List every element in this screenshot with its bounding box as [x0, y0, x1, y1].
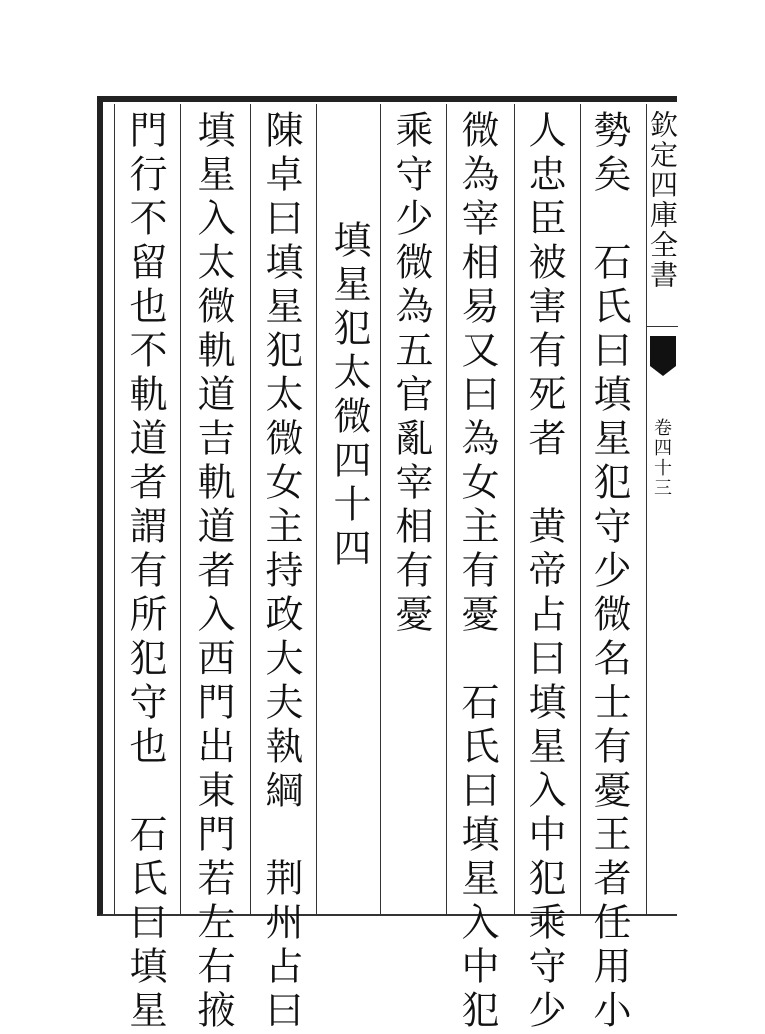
- column-rule: [180, 104, 181, 914]
- text-column-7: 填星入太微軌道吉軌道者入西門出東門若左右掖: [191, 110, 235, 1034]
- column-rule: [316, 104, 317, 914]
- juan-number: 卷四十三: [651, 418, 672, 498]
- fish-tail-mark: [650, 336, 676, 366]
- section-heading: 填星犯太微四十四: [327, 220, 371, 572]
- column-rule: [380, 104, 381, 914]
- text-column-1: 勢矣 石氏曰填星犯守少微名士有憂王者任用小: [587, 110, 631, 1034]
- column-rule: [514, 104, 515, 914]
- margin-rule: [646, 326, 678, 327]
- book-title: 欽定四庫全書: [646, 110, 679, 290]
- text-column-2: 人忠臣被害有死者 黄帝占曰填星入中犯乘守少: [522, 110, 566, 1034]
- column-rule: [580, 104, 581, 914]
- text-column-4: 乘守少微為五官亂宰相有憂: [389, 110, 433, 638]
- text-column-6: 陳卓曰填星犯太微女主持政大夫執綱 荆州占曰: [259, 110, 303, 1034]
- text-column-3: 微為宰相易又曰為女主有憂 石氏曰填星入中犯: [455, 110, 499, 1034]
- column-rule: [446, 104, 447, 914]
- text-column-8: 門行不留也不軌道者謂有所犯守也 石氏曰填星: [123, 110, 167, 1034]
- column-rule: [250, 104, 251, 914]
